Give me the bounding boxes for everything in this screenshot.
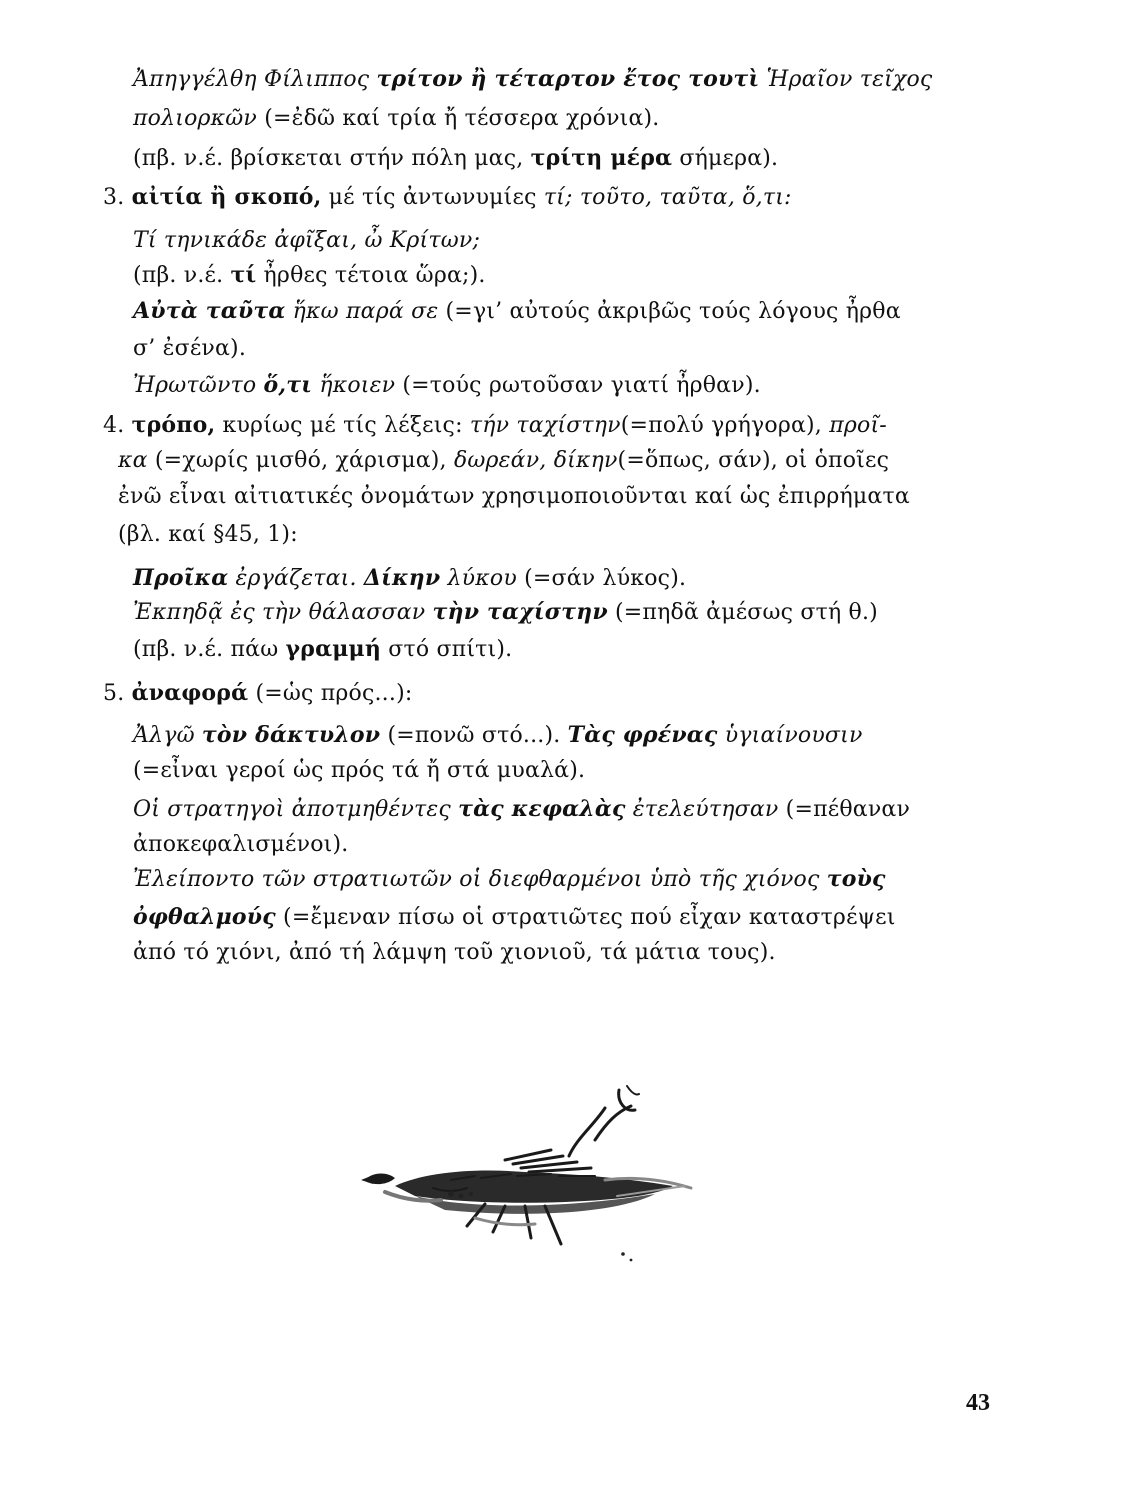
text-segment: (=εἶναι γεροί ὡς πρός τά ἤ στά μυαλά). xyxy=(133,758,586,783)
text-line xyxy=(133,64,963,95)
text-segment: στό σπίτι). xyxy=(381,637,513,662)
text-line xyxy=(133,370,963,401)
text-line xyxy=(133,597,963,628)
text-segment: σήμερα). xyxy=(672,146,779,171)
text-segment: (=ὡς πρός...): xyxy=(248,681,413,706)
text-segment: τοὺς xyxy=(826,866,886,892)
text-segment: (πβ. ν.έ. βρίσκεται στήν πόλη μας, xyxy=(133,146,531,171)
text-segment: ἀναφορά xyxy=(131,680,249,706)
text-segment: τήν ταχίστην xyxy=(469,413,621,438)
text-segment: Ἀπηγγέλθη Φίλιππος xyxy=(133,67,377,92)
text-line xyxy=(133,104,963,134)
text-segment: (=ὅπως, σάν), οἱ ὁποῖες xyxy=(617,448,890,473)
text-segment: (=γι’ αὐτούς ἀκριβῶς τούς λόγους ἦρθα xyxy=(438,299,901,324)
text-segment: δωρεάν, δίκην xyxy=(453,448,618,473)
text-line xyxy=(133,864,963,895)
text-segment: ἥκω παρά σε xyxy=(285,299,439,324)
text-segment: σ’ ἐσένα). xyxy=(133,336,247,361)
text-segment: 4. xyxy=(103,413,132,438)
text-segment: (=ἐδῶ καί τρία ἤ τέσσερα χρόνια). xyxy=(257,106,660,131)
text-segment: Προῖκα xyxy=(133,565,229,591)
text-segment: ἀπό τό χιόνι, ἀπό τή λάμψη τοῦ χιονιοῦ, τά μάτια τους). xyxy=(133,940,776,965)
text-segment: 3. xyxy=(103,185,132,210)
text-segment: Ἠρωτῶντο xyxy=(133,373,264,398)
text-segment: τρίτον ἢ τέταρτον ἔτος τουτὶ xyxy=(376,66,760,92)
text-segment: ὅ,τι xyxy=(263,372,313,398)
text-segment: ἐτελεύτησαν xyxy=(625,797,779,822)
text-line xyxy=(118,482,963,512)
text-segment: μέ τίς ἀντωνυμίες xyxy=(321,185,544,210)
text-line xyxy=(133,563,963,594)
text-segment: προῖ- xyxy=(829,413,887,438)
text-line xyxy=(133,334,963,364)
text-segment: Ἐλείποντο τῶν στρατιωτῶν οἱ διεφθαρμένοι ὑπὸ τῆς χιόνος xyxy=(133,867,827,892)
text-line xyxy=(133,143,963,174)
text-line xyxy=(103,410,963,441)
text-line xyxy=(133,938,963,968)
text-segment: ὀφθαλμούς xyxy=(133,904,276,930)
text-segment: Δίκην xyxy=(363,565,441,591)
text-segment: ὑγιαίνουσιν xyxy=(717,723,863,748)
text-segment: τρίτη μέρα xyxy=(530,145,673,171)
text-segment: (=πέθαναν xyxy=(778,797,911,822)
text-segment: Ἐκπηδᾷ ἐς τὴν θάλασσαν xyxy=(133,600,433,625)
text-segment: (πβ. ν.έ. πάω xyxy=(133,637,286,662)
text-line xyxy=(133,794,963,825)
text-segment: γραμμή xyxy=(285,636,382,662)
text-segment: Ἡραῖον τεῖχος xyxy=(759,67,933,92)
text-segment: τί xyxy=(230,262,257,288)
text-segment: Τί τηνικάδε ἀφῖξαι, ὦ Κρίτων; xyxy=(133,228,481,253)
text-segment: ἥκοιεν xyxy=(312,373,396,398)
text-line xyxy=(133,296,963,327)
text-segment: ἦρθες τέτοια ὥρα;). xyxy=(256,263,486,288)
text-segment: (βλ. καί §45, 1): xyxy=(118,522,298,547)
text-segment: (=ἔμεναν πίσω οἱ στρατιῶτες πού εἶχαν καταστρέψει xyxy=(275,905,896,930)
text-line xyxy=(103,678,963,709)
text-line xyxy=(133,720,963,751)
ancient-ship-drawing-icon xyxy=(355,1068,700,1268)
text-segment: Ἀλγῶ xyxy=(133,723,202,748)
text-line xyxy=(133,260,963,291)
text-segment: ἐνῶ εἶναι αἰτιατικές ὀνομάτων χρησιμοποιοῦνται καί ὡς ἐπιρρήματα xyxy=(118,484,910,509)
text-segment: πολιορκῶν xyxy=(133,106,257,131)
text-segment: κυρίως μέ τίς λέξεις: xyxy=(215,413,470,438)
text-segment: ἀποκεφαλισμένοι). xyxy=(133,832,349,857)
text-segment: τί; τοῦτο, ταῦτα, ὅ,τι: xyxy=(543,185,792,210)
text-line xyxy=(118,520,963,550)
text-segment: (=πολύ γρήγορα), xyxy=(620,413,830,438)
text-segment: (=χωρίς μισθό, χάρισμα), xyxy=(147,448,454,473)
text-segment: Αὐτὰ ταῦτα xyxy=(133,298,286,324)
text-line xyxy=(103,182,963,213)
text-segment: (=σάν λύκος). xyxy=(516,566,687,591)
text-line xyxy=(133,226,963,256)
text-line xyxy=(133,902,963,933)
text-segment: ἐργάζεται. xyxy=(228,566,364,591)
text-segment: Τὰς φρένας xyxy=(567,722,718,748)
text-segment: (=πονῶ στό...). xyxy=(380,723,568,748)
text-segment: 5. xyxy=(103,681,132,706)
text-segment: λύκου xyxy=(440,566,517,591)
text-segment: αἰτία ἢ σκοπό, xyxy=(131,184,322,210)
text-segment: (=τούς ρωτοῦσαν γιατί ἦρθαν). xyxy=(395,373,761,398)
text-line xyxy=(133,830,963,860)
text-segment: (=πηδᾶ ἀμέσως στή θ.) xyxy=(607,600,878,625)
text-segment: τὸν δάκτυλον xyxy=(201,722,381,748)
page-number: 43 xyxy=(966,1390,990,1416)
text-line xyxy=(133,756,963,786)
text-segment: τρόπο, xyxy=(131,412,216,438)
text-segment: Οἱ στρατηγοὶ ἀποτμηθέντες xyxy=(133,797,459,822)
text-segment: κα xyxy=(118,448,148,473)
text-segment: τὰς κεφαλὰς xyxy=(458,796,626,822)
text-line xyxy=(118,446,963,476)
text-line xyxy=(133,634,963,665)
text-segment: (πβ. ν.έ. xyxy=(133,263,231,288)
text-segment: τὴν ταχίστην xyxy=(432,599,608,625)
